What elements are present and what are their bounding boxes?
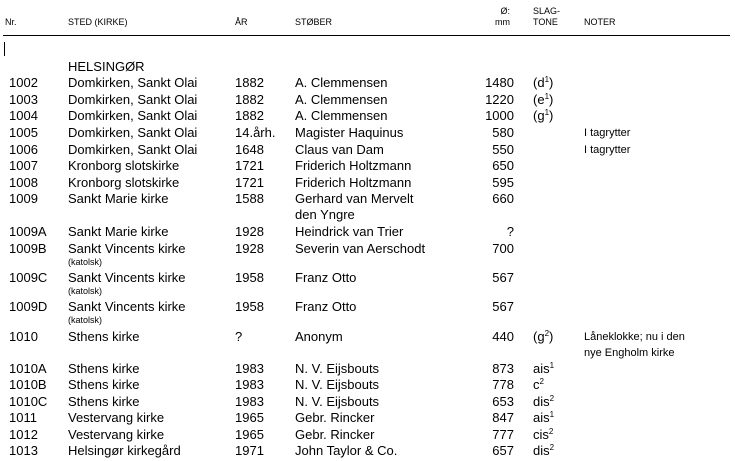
cell-aar: 1971 bbox=[235, 443, 264, 458]
cell-sted-text: Sankt Marie kirke bbox=[68, 191, 169, 206]
header-dia-line1: Ø: bbox=[500, 6, 510, 16]
cell-diameter: 777 bbox=[492, 427, 514, 442]
cell-sted-text: Kronborg slotskirke bbox=[68, 175, 180, 190]
cell-nr: 1004 bbox=[9, 108, 38, 123]
cell-stober-line2: den Yngre bbox=[295, 207, 355, 222]
cell-sted-text: Domkirken, Sankt Olai bbox=[68, 92, 198, 107]
cell-nr: 1009B bbox=[9, 241, 47, 256]
cell-nr: 1003 bbox=[9, 92, 38, 107]
cell-diameter: 440 bbox=[492, 329, 514, 344]
tone-close: ) bbox=[549, 329, 554, 344]
tone-octave: 1 bbox=[544, 75, 550, 84]
cell-sted-text: Sankt Marie kirke bbox=[68, 224, 169, 239]
cell-aar: 1882 bbox=[235, 108, 264, 123]
cell-nr: 1007 bbox=[9, 158, 38, 173]
cell-stober-text: A. Clemmensen bbox=[295, 108, 388, 123]
cell-nr: 1005 bbox=[9, 125, 38, 140]
cell-stober-text: Magister Haquinus bbox=[295, 125, 404, 140]
cell-diameter: 1480 bbox=[485, 75, 514, 90]
cell-sted-sub: (katolsk) bbox=[68, 257, 103, 267]
cell-nr: 1009 bbox=[9, 191, 38, 206]
cell-sted-text: Sankt Vincents kirke bbox=[68, 299, 186, 314]
tone-close: ) bbox=[549, 108, 554, 123]
tone-octave: 1 bbox=[544, 108, 550, 117]
cell-nr: 1013 bbox=[9, 443, 38, 458]
cell-aar: 14.årh. bbox=[235, 125, 276, 140]
cell-note-line2: nye Engholm kirke bbox=[584, 347, 675, 359]
tone-note: dis bbox=[533, 394, 550, 409]
cell-sted bbox=[68, 224, 168, 240]
cell-stober-text: Gebr. Rincker bbox=[295, 427, 375, 442]
cell-sted bbox=[68, 175, 179, 191]
cell-diameter: 580 bbox=[492, 125, 514, 140]
cell-aar: 1965 bbox=[235, 410, 264, 425]
cell-tone bbox=[533, 377, 544, 393]
cell-diameter: 700 bbox=[492, 241, 514, 256]
tone-note: (g bbox=[533, 108, 545, 123]
cell-aar: 1983 bbox=[235, 394, 264, 409]
cell-diameter: 660 bbox=[492, 191, 514, 206]
cell-sted-text: Sthens kirke bbox=[68, 361, 140, 376]
tone-note: ais bbox=[533, 410, 550, 425]
cell-stober bbox=[295, 427, 374, 443]
header-sted: STED (KIRKE) bbox=[68, 17, 128, 27]
cell-stober-text: Franz Otto bbox=[295, 299, 357, 314]
tone-note: (e bbox=[533, 92, 545, 107]
cell-sted-text: Domkirken, Sankt Olai bbox=[68, 75, 198, 90]
cell-stober-text: Friderich Holtzmann bbox=[295, 158, 412, 173]
tone-note: (d bbox=[533, 75, 545, 90]
tone-close: ) bbox=[549, 75, 554, 90]
cell-stober-text: A. Clemmensen bbox=[295, 92, 388, 107]
cell-sted bbox=[68, 241, 186, 267]
cell-stober bbox=[295, 175, 411, 191]
cell-tone bbox=[533, 361, 554, 377]
cell-aar: 1965 bbox=[235, 427, 264, 442]
cell-sted bbox=[68, 125, 197, 141]
cell-stober bbox=[295, 108, 387, 124]
cell-stober-text: Heindrick van Trier bbox=[295, 224, 404, 239]
cell-stober bbox=[295, 270, 356, 286]
cell-nr: 1009A bbox=[9, 224, 47, 239]
cell-tone bbox=[533, 75, 553, 91]
cell-nr: 1006 bbox=[9, 142, 38, 157]
cell-stober bbox=[295, 410, 374, 426]
cell-stober bbox=[295, 329, 343, 345]
cell-note bbox=[584, 125, 630, 141]
cell-sted-text: Domkirken, Sankt Olai bbox=[68, 125, 198, 140]
cell-stober-text: Claus van Dam bbox=[295, 142, 384, 157]
cell-nr: 1002 bbox=[9, 75, 38, 90]
cell-sted bbox=[68, 377, 140, 393]
tone-octave: 2 bbox=[548, 427, 554, 436]
text-cursor bbox=[4, 42, 5, 56]
cell-aar: 1958 bbox=[235, 270, 264, 285]
tone-note: dis bbox=[533, 443, 550, 458]
tone-note: c bbox=[533, 377, 540, 392]
cell-nr: 1010C bbox=[9, 394, 48, 409]
cell-stober-text: N. V. Eijsbouts bbox=[295, 394, 380, 409]
tone-note: cis bbox=[533, 427, 549, 442]
cell-sted bbox=[68, 158, 179, 174]
cell-aar: 1721 bbox=[235, 158, 264, 173]
cell-tone bbox=[533, 92, 553, 108]
tone-octave: 2 bbox=[549, 394, 555, 403]
cell-stober-text: Anonym bbox=[295, 329, 343, 344]
cell-aar: ? bbox=[235, 329, 243, 344]
cell-sted bbox=[68, 108, 197, 124]
cell-stober bbox=[295, 158, 411, 174]
cell-sted-text: Vestervang kirke bbox=[68, 427, 165, 442]
cell-diameter: 873 bbox=[492, 361, 514, 376]
cell-aar: 1928 bbox=[235, 224, 264, 239]
cell-nr: 1009C bbox=[9, 270, 48, 285]
cell-diameter: 657 bbox=[492, 443, 514, 458]
cell-tone bbox=[533, 394, 554, 410]
cell-stober bbox=[295, 191, 414, 223]
cell-aar: 1721 bbox=[235, 175, 264, 190]
cell-sted-text: Sankt Vincents kirke bbox=[68, 241, 186, 256]
tone-octave: 1 bbox=[549, 361, 555, 370]
cell-sted-text: Sankt Vincents kirke bbox=[68, 270, 186, 285]
header-nr: Nr. bbox=[5, 17, 17, 27]
cell-stober bbox=[295, 125, 403, 141]
cell-sted-text: Vestervang kirke bbox=[68, 410, 165, 425]
cell-sted bbox=[68, 92, 197, 108]
cell-nr: 1009D bbox=[9, 299, 48, 314]
cell-sted-text: Domkirken, Sankt Olai bbox=[68, 142, 198, 157]
cell-stober-text: Gerhard van Mervelt bbox=[295, 191, 414, 206]
tone-octave: 1 bbox=[549, 410, 555, 419]
cell-note-text: Låneklokke; nu i den bbox=[584, 331, 685, 343]
header-divider bbox=[3, 35, 730, 36]
tone-note: (g bbox=[533, 329, 545, 344]
cell-aar: 1882 bbox=[235, 75, 264, 90]
cell-nr: 1011 bbox=[9, 410, 37, 425]
tone-octave: 2 bbox=[544, 329, 550, 338]
cell-sted bbox=[68, 361, 140, 377]
cell-sted bbox=[68, 329, 140, 345]
header-tone-line1: SLAG- bbox=[533, 6, 561, 16]
cell-aar: 1958 bbox=[235, 299, 264, 314]
cell-sted bbox=[68, 443, 181, 459]
cell-nr: 1012 bbox=[9, 427, 38, 442]
cell-diameter: 550 bbox=[492, 142, 514, 157]
cell-diameter: 847 bbox=[492, 410, 514, 425]
section-title: HELSINGØR bbox=[68, 59, 145, 74]
cell-aar: 1983 bbox=[235, 377, 264, 392]
cell-sted-text: Kronborg slotskirke bbox=[68, 158, 180, 173]
cell-stober bbox=[295, 361, 379, 377]
cell-diameter: 650 bbox=[492, 158, 514, 173]
cell-diameter: 653 bbox=[492, 394, 514, 409]
cell-sted-text: Sthens kirke bbox=[68, 394, 140, 409]
cell-sted-text: Helsingør kirkegård bbox=[68, 443, 181, 458]
cell-note-text: I tagrytter bbox=[584, 144, 631, 156]
header-tone-line2: TONE bbox=[533, 17, 558, 27]
cell-stober bbox=[295, 377, 379, 393]
cell-aar: 1648 bbox=[235, 142, 264, 157]
cell-note bbox=[584, 329, 685, 361]
cell-stober bbox=[295, 241, 425, 257]
cell-diameter: ? bbox=[506, 224, 514, 239]
cell-tone bbox=[533, 443, 554, 459]
cell-diameter: 567 bbox=[492, 270, 514, 285]
cell-diameter: 567 bbox=[492, 299, 514, 314]
cell-diameter: 595 bbox=[492, 175, 514, 190]
cell-stober-text: N. V. Eijsbouts bbox=[295, 377, 380, 392]
header-dia-line2: mm bbox=[495, 17, 510, 27]
cell-tone bbox=[533, 108, 553, 124]
cell-nr: 1010 bbox=[9, 329, 38, 344]
cell-stober bbox=[295, 142, 384, 158]
cell-aar: 1588 bbox=[235, 191, 264, 206]
cell-sted-text: Sthens kirke bbox=[68, 329, 140, 344]
cell-stober bbox=[295, 75, 387, 91]
cell-sted bbox=[68, 427, 164, 443]
table-header bbox=[0, 0, 735, 36]
cell-sted-sub: (katolsk) bbox=[68, 315, 103, 325]
cell-stober bbox=[295, 394, 379, 410]
cell-stober-text: A. Clemmensen bbox=[295, 75, 388, 90]
cell-sted bbox=[68, 75, 197, 91]
cell-diameter: 778 bbox=[492, 377, 514, 392]
cell-sted-sub: (katolsk) bbox=[68, 286, 103, 296]
tone-close: ) bbox=[549, 92, 554, 107]
cell-stober-text: Severin van Aerschodt bbox=[295, 241, 426, 256]
cell-stober-text: John Taylor & Co. bbox=[295, 443, 398, 458]
header-stober: STØBER bbox=[295, 17, 333, 27]
cell-tone bbox=[533, 329, 553, 345]
tone-octave: 2 bbox=[539, 377, 544, 386]
tone-octave: 2 bbox=[549, 443, 555, 452]
cell-tone bbox=[533, 427, 553, 443]
cell-sted bbox=[68, 270, 186, 296]
cell-aar: 1928 bbox=[235, 241, 264, 256]
cell-nr: 1010B bbox=[9, 377, 47, 392]
cell-sted bbox=[68, 410, 164, 426]
cell-nr: 1010A bbox=[9, 361, 47, 376]
cell-aar: 1882 bbox=[235, 92, 264, 107]
cell-stober-text: Friderich Holtzmann bbox=[295, 175, 412, 190]
header-noter: NOTER bbox=[584, 17, 616, 27]
cell-sted-text: Domkirken, Sankt Olai bbox=[68, 108, 198, 123]
cell-diameter: 1000 bbox=[485, 108, 514, 123]
cell-stober-text: N. V. Eijsbouts bbox=[295, 361, 380, 376]
cell-sted bbox=[68, 142, 197, 158]
tone-octave: 1 bbox=[544, 92, 550, 101]
cell-nr: 1008 bbox=[9, 175, 38, 190]
cell-stober bbox=[295, 92, 387, 108]
cell-sted bbox=[68, 299, 186, 325]
cell-stober-text: Gebr. Rincker bbox=[295, 410, 375, 425]
cell-sted bbox=[68, 191, 168, 207]
tone-note: ais bbox=[533, 361, 550, 376]
cell-sted bbox=[68, 394, 140, 410]
cell-stober-text: Franz Otto bbox=[295, 270, 357, 285]
cell-aar: 1983 bbox=[235, 361, 264, 376]
cell-stober bbox=[295, 299, 356, 315]
cell-diameter: 1220 bbox=[485, 92, 514, 107]
cell-sted-text: Sthens kirke bbox=[68, 377, 140, 392]
cell-stober bbox=[295, 224, 403, 240]
cell-tone bbox=[533, 410, 554, 426]
header-aar: ÅR bbox=[235, 17, 248, 27]
cell-note bbox=[584, 142, 630, 158]
cell-note-text: I tagrytter bbox=[584, 127, 631, 139]
cell-stober bbox=[295, 443, 397, 459]
